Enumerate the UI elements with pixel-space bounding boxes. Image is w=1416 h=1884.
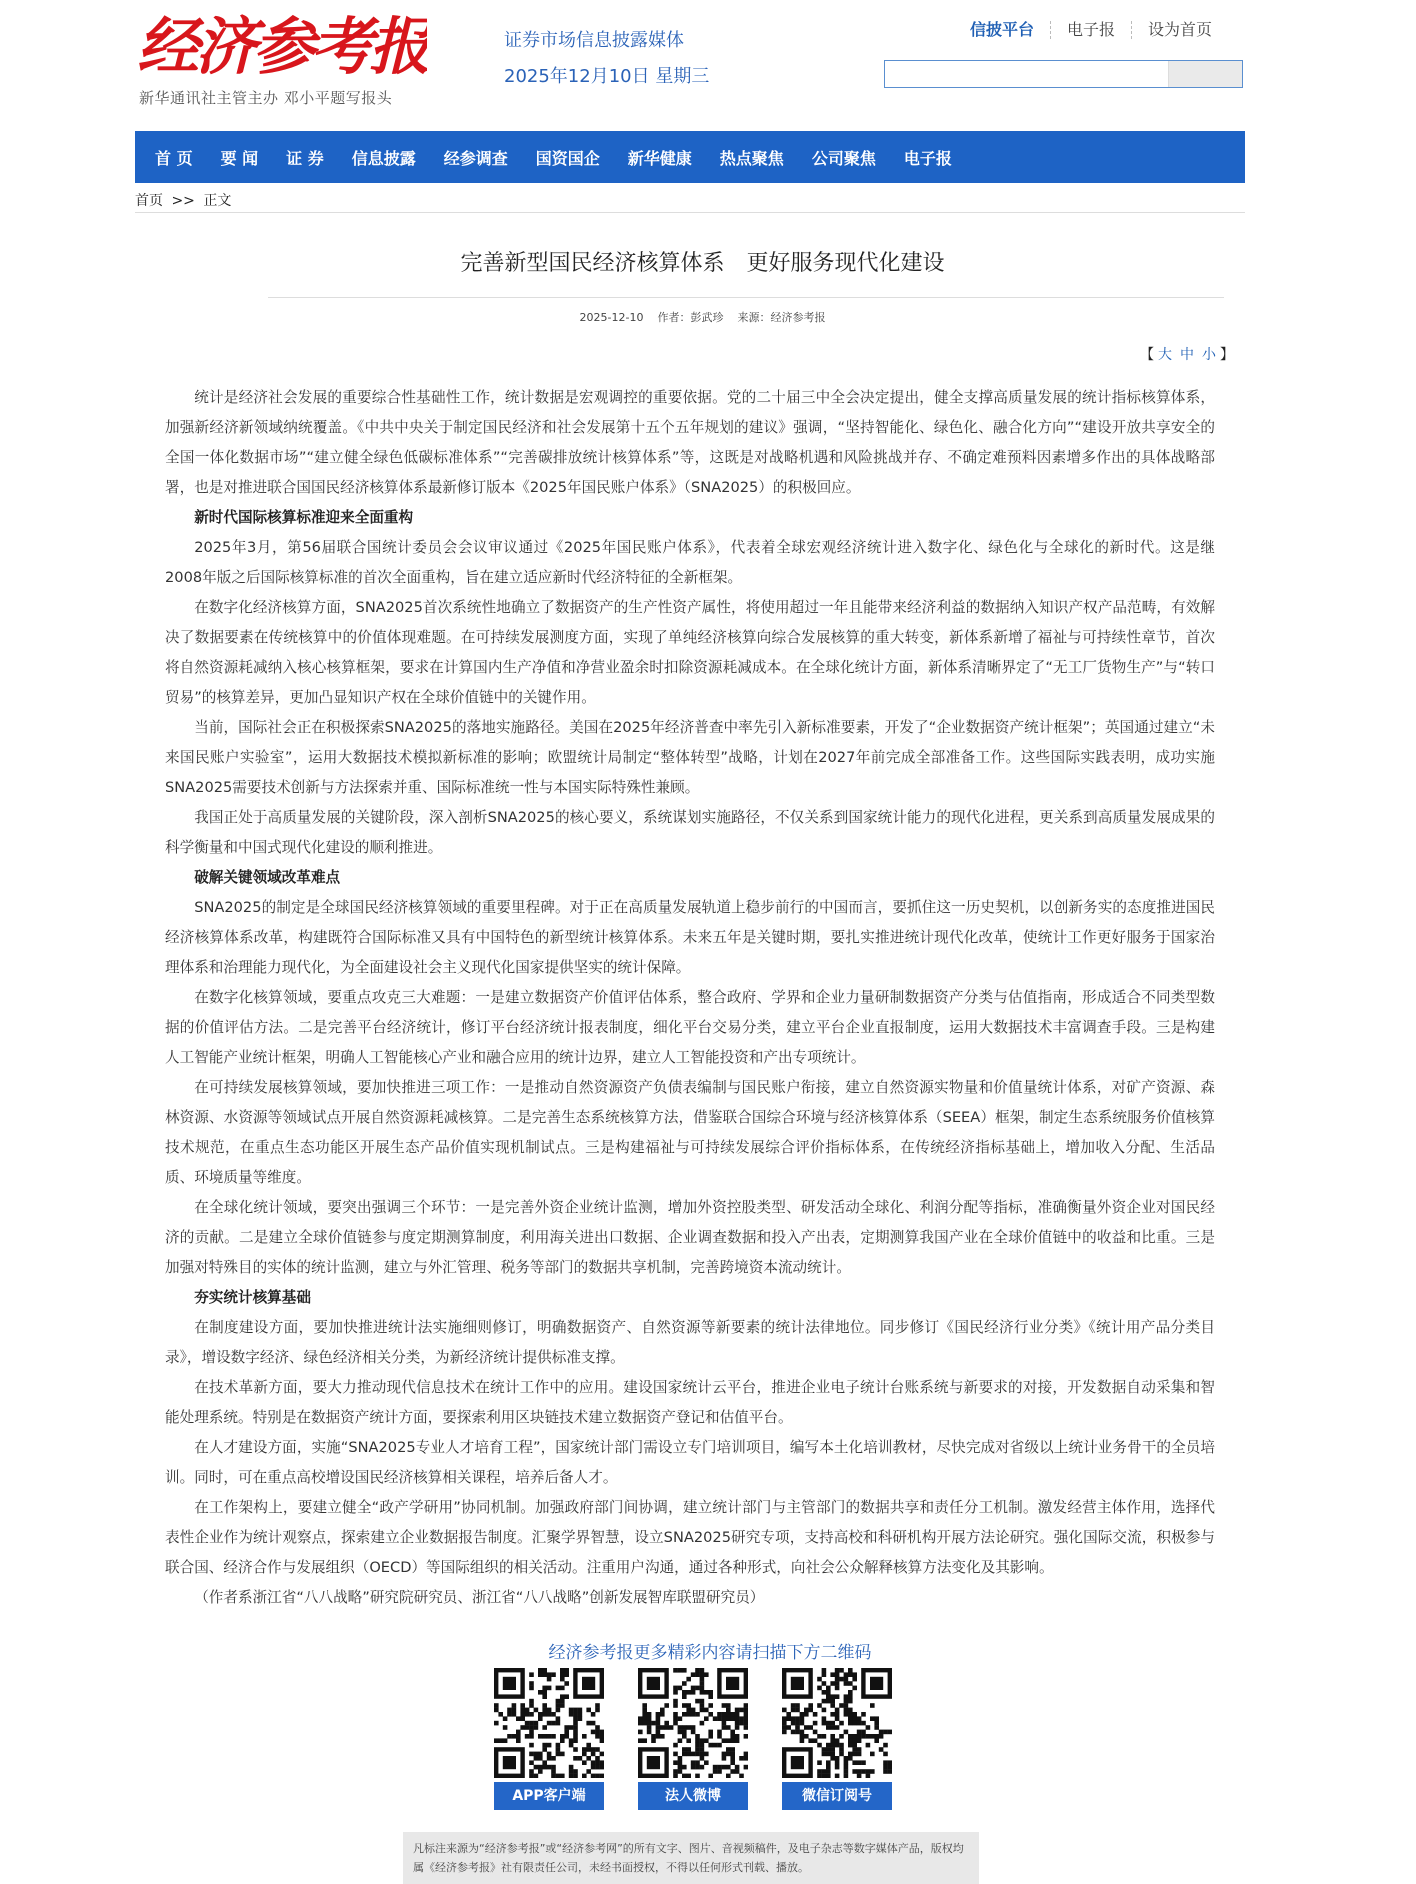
- article-subheading: 新时代国际核算标准迎来全面重构: [194, 509, 414, 526]
- top-link-e-paper[interactable]: 电子报: [1050, 21, 1131, 39]
- nav-item-health[interactable]: 新华健康: [627, 148, 692, 168]
- qr-wechat[interactable]: [782, 1668, 892, 1810]
- author-note: （作者系浙江省“八八战略”研究院研究员、浙江省“八八战略”创新发展智库联盟研究员）: [194, 1589, 765, 1606]
- qr-caption-app: APP客户端: [494, 1782, 604, 1810]
- article-paragraph: 2025年3月，第56届联合国统计委员会会议审议通过《2025年国民账户体系》，代表着全球宏观经济统计进入数字化、绿色化与全球化的新时代。这是继2008年版之后国际核算标准的首次全面重构，旨在建立适应新时代经济特征的全新框架。: [165, 539, 1215, 586]
- qr-app-client[interactable]: [494, 1668, 604, 1810]
- qr-section-title: 经济参考报更多精彩内容请扫描下方二维码: [548, 1643, 872, 1663]
- copyright-notice: 凡标注来源为“经济参考报”或“经济参考网”的所有文字、图片、音视频稿件，及电子杂志等数字媒体产品，版权均属《经济参考报》社有限责任公司，未经书面授权，不得以任何形式刊载、播放。: [403, 1832, 979, 1884]
- article-paragraph: 在数字化经济核算方面，SNA2025首次系统性地确立了数据资产的生产性资产属性，将使用超过一年且能带来经济利益的数据纳入知识产权产品范畴，有效解决了数据要素在传统核算中的价值体现难题。在可持续发展测度方面，实现了单纯经济核算向综合发展核算的重大转变，新体系新增了福祉与可持续性章节，首次将自然资源耗减纳入核心核算框架，要求在计算国内生产净值和净营业盈余时扣除资源耗减成本。在全球化统计方面，新体系清晰界定了“无工厂货物生产”与“转口贸易”的核算差异，更加凸显知识产权在全球价值链中的关键作用。: [165, 599, 1215, 706]
- article-paragraph: 在工作架构上，要建立健全“政产学研用”协同机制。加强政府部门间协调，建立统计部门与主管部门的数据共享和责任分工机制。激发经营主体作用，选择代表性企业作为统计观察点，探索建立企业数据报告制度。汇聚学界智慧，设立SNA2025研究专项，支持高校和科研机构开展方法论研究。强化国际交流，积极参与联合国、经济合作与发展组织（OECD）等国际组织的相关活动。注重用户沟通，通过各种形式，向社会公众解释核算方法变化及其影响。: [165, 1499, 1215, 1576]
- article-paragraph: 当前，国际社会正在积极探索SNA2025的落地实施路径。美国在2025年经济普查中率先引入新标准要素，开发了“企业数据资产统计框架”；英国通过建立“未来国民账户实验室”，运用大数据技术模拟新标准的影响；欧盟统计局制定“整体转型”战略，计划在2027年前完成全部准备工作。这些国际实践表明，成功实施SNA2025需要技术创新与方法探索并重、国际标准统一性与本国实际特殊性兼顾。: [165, 719, 1215, 796]
- article-paragraph: 在可持续发展核算领域，要加快推进三项工作：一是推动自然资源资产负债表编制与国民账户衔接，建立自然资源实物量和价值量统计体系，对矿产资源、森林资源、水资源等领域试点开展自然资源耗减核算。二是完善生态系统核算方法，借鉴联合国综合环境与经济核算体系（SEEA）框架，制定生态系统服务价值核算技术规范，在重点生态功能区开展生态产品价值实现机制试点。三是构建福祉与可持续发展综合评价指标体系，在传统经济指标基础上，增加收入分配、生活品质、环境质量等维度。: [165, 1079, 1215, 1186]
- main-nav: [135, 131, 1245, 183]
- article-subheading: 夯实统计核算基础: [194, 1289, 311, 1306]
- article-title: 完善新型国民经济核算体系 更好服务现代化建设: [460, 251, 945, 276]
- article-subheading: 破解关键领域改革难点: [194, 869, 341, 886]
- article-paragraph: 在制度建设方面，要加快推进统计法实施细则修订，明确数据资产、自然资源等新要素的统计法律地位。同步修订《国民经济行业分类》《统计用产品分类目录》，增设数字经济、绿色经济相关分类，为新经济统计提供标准支撑。: [165, 1319, 1215, 1366]
- qr-caption-wechat: 微信订阅号: [782, 1782, 892, 1810]
- logo-calligraphy: [137, 6, 427, 88]
- svg-text:经济参考报: 经济参考报: [137, 10, 427, 83]
- nav-item-hot-topics[interactable]: 热点聚焦: [719, 148, 784, 168]
- qr-weibo[interactable]: [638, 1668, 748, 1810]
- logo-subtitle: 新华通讯社主管主办 邓小平题写报头: [139, 89, 393, 107]
- article-paragraph: 在人才建设方面，实施“SNA2025专业人才培育工程”，国家统计部门需设立专门培训项目，编写本土化培训教材，尽快完成对省级以上统计业务骨干的全员培训。同时，可在重点高校增设国民经济核算相关课程，培养后备人才。: [165, 1439, 1215, 1486]
- breadcrumb-current: 正文: [203, 193, 232, 209]
- breadcrumb-home[interactable]: 首页: [135, 193, 163, 209]
- site-tagline: 证券市场信息披露媒体: [504, 30, 684, 51]
- top-links: [960, 19, 1228, 41]
- search-box: [884, 60, 1243, 88]
- top-link-disclosure-platform[interactable]: 信披平台: [970, 20, 1035, 39]
- nav-item-investigation[interactable]: 经参调查: [443, 148, 508, 168]
- title-divider: [268, 297, 1224, 298]
- font-size-small[interactable]: 小: [1202, 347, 1216, 363]
- qr-code-icon: [494, 1668, 604, 1778]
- font-size-switcher: [1140, 344, 1234, 364]
- search-button[interactable]: [1168, 61, 1242, 87]
- article-paragraph: 我国正处于高质量发展的关键阶段，深入剖析SNA2025的核心要义，系统谋划实施路径，不仅关系到国家统计能力的现代化进程，更关系到高质量发展成果的科学衡量和中国式现代化建设的顺利推进。: [165, 809, 1215, 856]
- nav-item-news[interactable]: 要 闻: [220, 148, 259, 168]
- nav-item-e-paper[interactable]: 电子报: [903, 148, 952, 168]
- nav-item-home[interactable]: 首 页: [155, 148, 193, 168]
- article-paragraph: 统计是经济社会发展的重要综合性基础性工作，统计数据是宏观调控的重要依据。党的二十届三中全会决定提出，健全支撑高质量发展的统计指标核算体系，加强新经济新领域纳统覆盖。《中共中央关于制定国民经济和社会发展第十五个五年规划的建议》强调，“坚持智能化、绿色化、融合化方向”“建设开放共享安全的全国一体化数据市场”“建立健全绿色低碳标准体系”“完善碳排放统计核算体系”等，这既是对战略机遇和风险挑战并存、不确定难预料因素增多作出的具体战略部署，也是对推进联合国国民经济核算体系最新修订版本《2025年国民账户体系》（SNA2025）的积极回应。: [165, 389, 1215, 496]
- top-link-set-homepage[interactable]: 设为首页: [1131, 21, 1228, 39]
- breadcrumb: [135, 190, 1245, 213]
- font-size-bracket-open: 【: [1140, 347, 1154, 363]
- search-input[interactable]: [885, 61, 1168, 87]
- article-paragraph: 在数字化核算领域，要重点攻克三大难题：一是建立数据资产价值评估体系，整合政府、学界和企业力量研制数据资产分类与估值指南，形成适合不同类型数据的价值评估方法。二是完善平台经济统计，修订平台经济统计报表制度，细化平台交易分类，建立平台企业直报制度，运用大数据技术丰富调查手段。三是构建人工智能产业统计框架，明确人工智能核心产业和融合应用的统计边界，建立人工智能投资和产出专项统计。: [165, 989, 1215, 1066]
- font-size-bracket-close: 】: [1220, 347, 1234, 363]
- qr-code-icon: [782, 1668, 892, 1778]
- nav-item-securities[interactable]: 证 券: [286, 148, 324, 168]
- qr-code-icon: [638, 1668, 748, 1778]
- qr-caption-weibo: 法人微博: [638, 1782, 748, 1810]
- nav-item-disclosure[interactable]: 信息披露: [351, 148, 416, 168]
- article-paragraph: 在全球化统计领域，要突出强调三个环节：一是完善外资企业统计监测，增加外资控股类型、研发活动全球化、利润分配等指标，准确衡量外资企业对国民经济的贡献。二是建立全球价值链参与度定期测算制度，利用海关进出口数据、企业调查数据和投入产出表，定期测算我国产业在全球价值链中的收益和比重。三是加强对特殊目的实体的统计监测，建立与外汇管理、税务等部门的数据共享机制，完善跨境资本流动统计。: [165, 1199, 1215, 1276]
- article-body: [165, 383, 1215, 1613]
- article-paragraph: 在技术革新方面，要大力推动现代信息技术在统计工作中的应用。建设国家统计云平台，推进企业电子统计台账系统与新要求的对接，开发数据自动采集和智能处理系统。特别是在数据资产统计方面，要探索利用区块链技术建立数据资产登记和估值平台。: [165, 1379, 1215, 1426]
- current-date: 2025年12月10日 星期三: [504, 66, 710, 87]
- newspaper-logo[interactable]: [137, 6, 427, 88]
- article-paragraph: SNA2025的制定是全球国民经济核算领域的重要里程碑。对于正在高质量发展轨道上稳步前行的中国而言，要抓住这一历史契机，以创新务实的态度推进国民经济核算体系改革，构建既符合国际标准又具有中国特色的新型统计核算体系。未来五年是关键时期，要扎实推进统计现代化改革，使统计工作更好服务于国家治理体系和治理能力现代化，为全面建设社会主义现代化国家提供坚实的统计保障。: [165, 899, 1215, 976]
- breadcrumb-separator: >>: [171, 193, 195, 209]
- nav-item-soe[interactable]: 国资国企: [535, 148, 600, 168]
- nav-item-companies[interactable]: 公司聚焦: [811, 148, 876, 168]
- article-meta: 2025-12-10 作者：彭武珍 来源：经济参考报: [579, 311, 826, 324]
- font-size-large[interactable]: 大: [1158, 347, 1172, 363]
- font-size-medium[interactable]: 中: [1180, 347, 1194, 363]
